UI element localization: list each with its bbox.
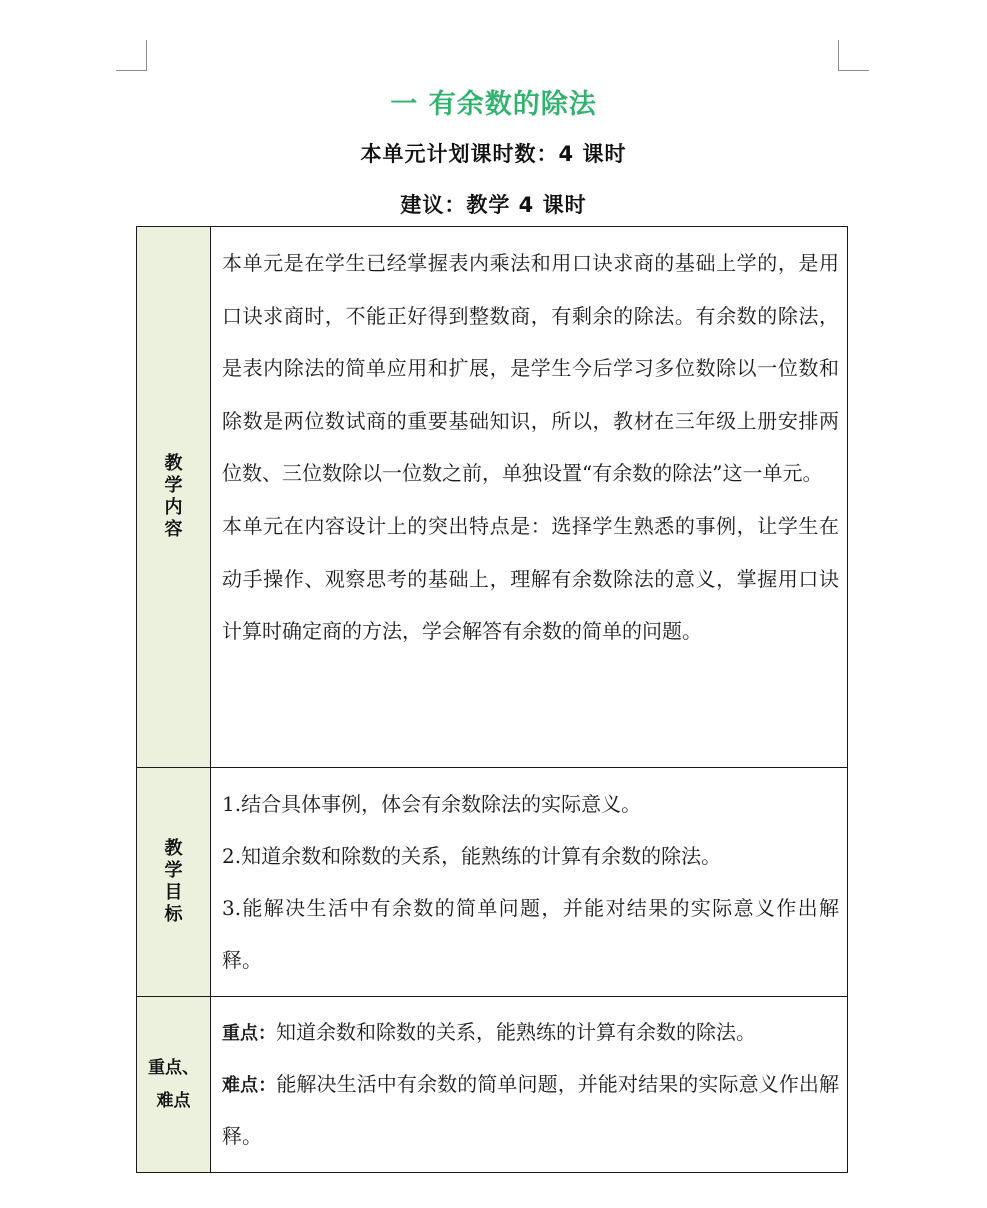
row-teaching-goals [137, 768, 848, 997]
difficult-point [222, 1059, 839, 1162]
page-corner-mark-right [838, 40, 869, 71]
label-teaching-goals [137, 768, 211, 997]
row-teaching-content [137, 227, 848, 768]
key-point [222, 1007, 839, 1059]
planned-hours: 本单元计划课时数：4 课时 [360, 142, 627, 166]
label-text: 教学内容 [164, 453, 183, 540]
key-point-text: 知道余数和除数的关系，能熟练的计算有余数的除法。 [276, 1020, 756, 1044]
row-key-difficult-points [137, 997, 848, 1173]
label-text-line2: 难点 [156, 1090, 191, 1111]
difficult-point-text: 能解决生活中有余数的简单问题，并能对结果的实际意义作出解释。 [222, 1072, 840, 1148]
suggested-hours: 建议：教学 4 课时 [400, 193, 587, 217]
key-point-tag: 重点： [222, 1023, 276, 1044]
cell-teaching-content [211, 227, 848, 768]
label-key-difficult-points [137, 997, 211, 1173]
content-paragraph: 本单元是在学生已经掌握表内乘法和用口诀求商的基础上学的，是用口诀求商时，不能正好得到整数商，有剩余的除法。有余数的除法，是表内除法的简单应用和扩展，是学生今后学习多位数除以一位数和除数是两位数试商的重要基础知识，所以，教材在三年级上册安排两位数、三位数除以一位数之前，单独设置“有余数的除法”这一单元。 [222, 251, 839, 486]
content-paragraph: 本单元在内容设计上的突出特点是：选择学生熟悉的事例，让学生在动手操作、观察思考的基础上，理解有余数除法的意义，掌握用口诀计算时确定商的方法，学会解答有余数的简单的问题。 [222, 513, 839, 644]
difficult-point-tag: 难点： [222, 1075, 277, 1096]
label-text: 教学目标 [164, 838, 183, 925]
label-teaching-content [137, 227, 211, 768]
goal-item: 2.知道余数和除数的关系，能熟练的计算有余数的除法。 [222, 844, 722, 868]
page-corner-mark-left [116, 40, 147, 71]
lesson-plan-table [136, 226, 848, 1173]
goal-item: 1.结合具体事例，体会有余数除法的实际意义。 [222, 792, 642, 816]
goal-item: 3.能解决生活中有余数的简单问题，并能对结果的实际意义作出解释。 [222, 896, 839, 972]
cell-teaching-goals [211, 768, 848, 997]
cell-key-difficult-points [211, 997, 848, 1173]
label-text-line1: 重点、 [148, 1057, 199, 1078]
unit-title: 一 有余数的除法 [390, 89, 597, 120]
